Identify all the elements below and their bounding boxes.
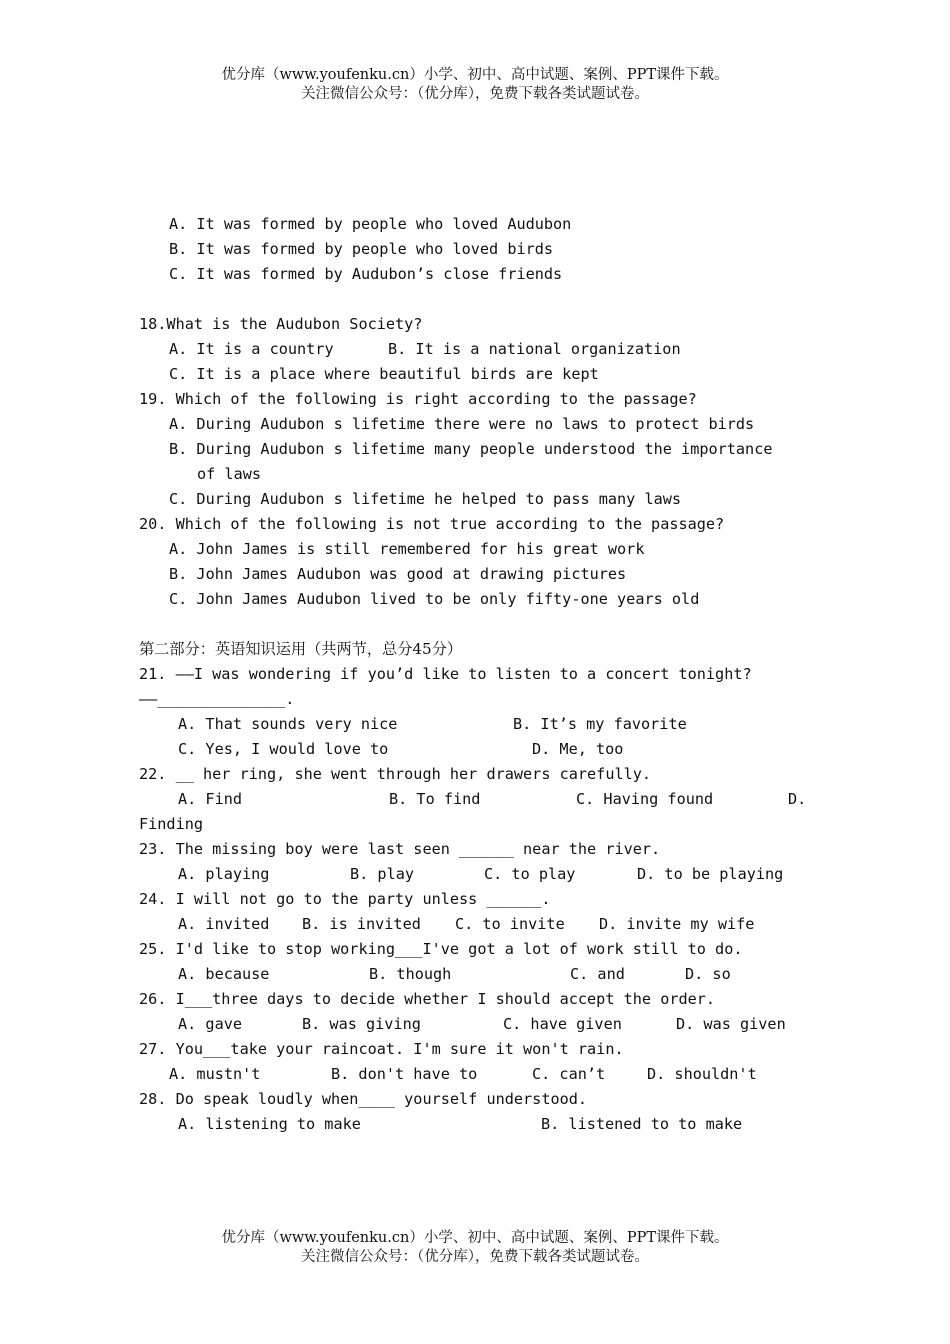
q24-option-c: C. to invite <box>455 915 565 933</box>
q22-option-d: D. <box>788 790 807 808</box>
q18-option-b: B. It is a national organization <box>388 340 681 358</box>
q25-option-b: B. though <box>369 965 452 983</box>
q24-option-a: A. invited <box>178 915 270 933</box>
page-footer <box>0 1229 950 1267</box>
exam-content <box>139 212 829 1137</box>
q19-option-b-cont: of laws <box>197 465 262 483</box>
q28-option-a: A. listening to make <box>178 1115 361 1133</box>
q18-options-row <box>139 337 829 362</box>
q26-stem: 26. I___three days to decide whether I should accept the order. <box>139 990 716 1008</box>
q27-stem: 27. You___take your raincoat. I'm sure it won't rain. <box>139 1040 624 1058</box>
q28-stem: 28. Do speak loudly when____ yourself understood. <box>139 1090 588 1108</box>
q26-option-b: B. was giving <box>302 1015 421 1033</box>
q22-option-c: C. Having found <box>576 790 714 808</box>
q23-option-c: C. to play <box>484 865 576 883</box>
q27-option-c: C. can’t <box>532 1065 606 1083</box>
q20-option-c: C. John James Audubon lived to be only fifty-one years old <box>169 590 700 608</box>
q23-option-a: A. playing <box>178 865 270 883</box>
spacer <box>139 287 829 312</box>
q18-stem: 18.What is the Audubon Society? <box>139 315 423 333</box>
q18-option-c: C. It is a place where beautiful birds are kept <box>169 365 599 383</box>
q27-option-d: D. shouldn't <box>647 1065 757 1083</box>
q25-option-d: D. so <box>685 965 731 983</box>
q21-answer-line: ——______________. <box>139 690 295 708</box>
q23-stem: 23. The missing boy were last seen ______ near the river. <box>139 840 661 858</box>
q17-option-b: B. It was formed by people who loved birds <box>169 240 554 258</box>
q25-option-a: A. because <box>178 965 270 983</box>
q21-options-row-2 <box>139 737 829 762</box>
q21-option-a: A. That sounds very nice <box>178 715 398 733</box>
q21-option-b: B. It’s my favorite <box>513 715 687 733</box>
q22-options-row <box>139 787 829 812</box>
q27-option-a: A. mustn't <box>169 1065 261 1083</box>
q22-stem: 22. __ her ring, she went through her drawers carefully. <box>139 765 652 783</box>
q24-stem: 24. I will not go to the party unless ______. <box>139 890 551 908</box>
q21-stem: 21. ——I was wondering if you’d like to listen to a concert tonight? <box>139 665 752 683</box>
header-line-1: 优分库（www.youfenku.cn）小学、初中、高中试题、案例、PPT课件下载。 <box>221 67 729 83</box>
q21-options-row-1 <box>139 712 829 737</box>
footer-line-1: 优分库（www.youfenku.cn）小学、初中、高中试题、案例、PPT课件下载。 <box>221 1230 729 1246</box>
q17-option-a: A. It was formed by people who loved Audubon <box>169 215 572 233</box>
q27-option-b: B. don't have to <box>331 1065 478 1083</box>
footer-line-2: 关注微信公众号：（优分库），免费下载各类试题试卷。 <box>301 1249 649 1265</box>
q26-option-d: D. was given <box>676 1015 786 1033</box>
q19-stem: 19. Which of the following is right according to the passage? <box>139 390 697 408</box>
q26-option-a: A. gave <box>178 1015 243 1033</box>
part2-title: 第二部分：英语知识运用（共两节，总分45分） <box>139 640 463 658</box>
q21-option-d: D. Me, too <box>532 740 624 758</box>
q19-option-a: A. During Audubon s lifetime there were no laws to protect birds <box>169 415 755 433</box>
spacer <box>139 612 829 637</box>
q22-option-a: A. Find <box>178 790 243 808</box>
q24-options-row <box>139 912 829 937</box>
q28-option-b: B. listened to to make <box>541 1115 743 1133</box>
q26-option-c: C. have given <box>503 1015 622 1033</box>
q28-options-row <box>139 1112 829 1137</box>
q26-options-row <box>139 1012 829 1037</box>
q25-stem: 25. I'd like to stop working___I've got a lot of work still to do. <box>139 940 743 958</box>
q27-options-row <box>139 1062 829 1087</box>
q23-option-d: D. to be playing <box>637 865 784 883</box>
q25-option-c: C. and <box>570 965 625 983</box>
q22-option-b: B. To find <box>389 790 481 808</box>
q19-option-c: C. During Audubon s lifetime he helped to pass many laws <box>169 490 682 508</box>
header-line-2: 关注微信公众号：（优分库），免费下载各类试题试卷。 <box>301 86 649 102</box>
q22-option-d-cont: Finding <box>139 815 204 833</box>
q20-option-b: B. John James Audubon was good at drawing pictures <box>169 565 627 583</box>
q21-option-c: C. Yes, I would love to <box>178 740 389 758</box>
q23-options-row <box>139 862 829 887</box>
q19-option-b: B. During Audubon s lifetime many people understood the importance <box>169 440 773 458</box>
q24-option-d: D. invite my wife <box>599 915 755 933</box>
q20-stem: 20. Which of the following is not true according to the passage? <box>139 515 725 533</box>
q25-options-row <box>139 962 829 987</box>
q20-option-a: A. John James is still remembered for his great work <box>169 540 645 558</box>
q17-option-c: C. It was formed by Audubon’s close friends <box>169 265 563 283</box>
page-header <box>0 66 950 104</box>
q23-option-b: B. play <box>350 865 415 883</box>
q24-option-b: B. is invited <box>302 915 421 933</box>
q18-option-a: A. It is a country <box>169 340 334 358</box>
